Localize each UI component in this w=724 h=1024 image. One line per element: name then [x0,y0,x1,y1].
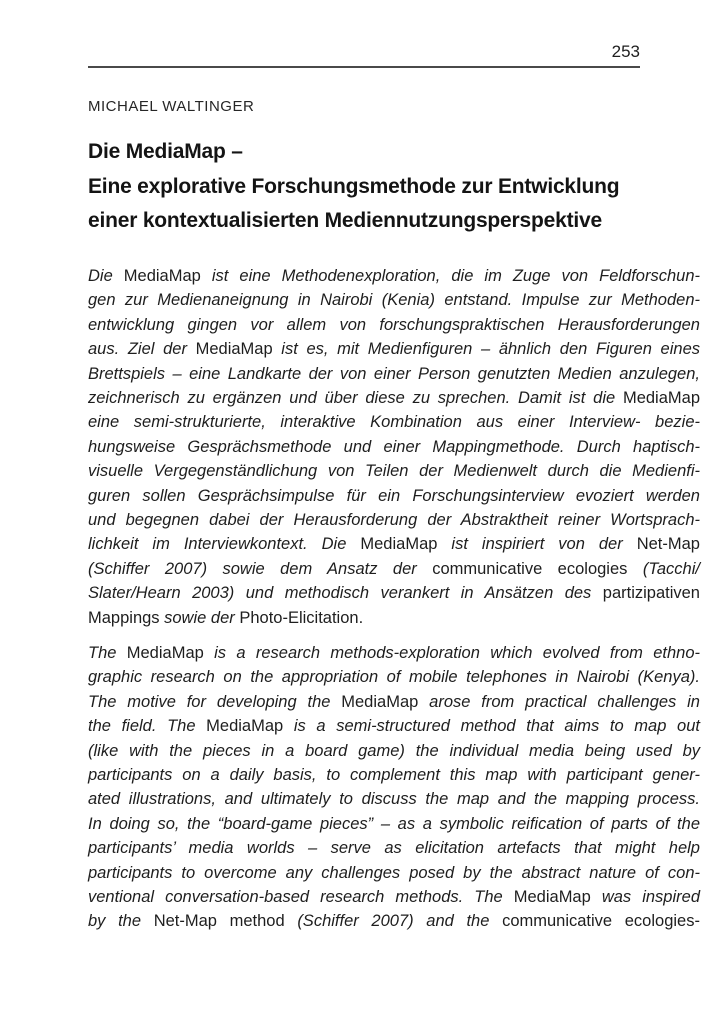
text-line: ated illustrations, and ultimately to discuss the map and the mapping process. [88,790,700,809]
text-line: The MediaMap is a research methods-exploration which evolved from ethno- [88,644,700,662]
text-line: the field. The MediaMap is a semi-structured method that aims to map out [88,717,700,736]
text-line: lichkeit im Interviewkontext. Die MediaMap ist inspiriert von der Net-Map [88,535,700,554]
text-line: (like with the pieces in a board game) the individual media being used by [88,741,700,760]
article-title-line-2: Eine explorative Forschungsmethode zur Entwicklung [88,174,620,198]
text-line: graphic research on the appropriation of mobile telephones in Nairobi (Kenya). [88,668,700,687]
text-line: In doing so, the “board-game pieces” – as a symbolic reification of parts of the [88,814,700,833]
text-line: Brettspiels – eine Landkarte der von einer Person genutzten Medien anzulegen, [88,364,700,383]
abstract-english [88,641,700,934]
text-line: gen zur Medienaneignung in Nairobi (Kenia) entstand. Impulse zur Methoden- [88,291,700,310]
text-line: visuelle Vergegenständlichung von Teilen der Medienwelt durch die Medienfi- [88,462,700,481]
text-line: Slater/Hearn 2003) und methodisch verankert in Ansätzen des partizipativen [88,584,700,603]
text-line: Mappings sowie der Photo-Elicitation. [88,608,364,627]
page-number: 253 [611,42,640,61]
text-line: zeichnerisch zu ergänzen und über diese zu sprechen. Damit ist die MediaMap [88,389,700,408]
text-line: eine semi-strukturierte, interaktive Kombination aus einer Interview- bezie- [88,413,700,432]
text-line: participants to overcome any challenges posed by the abstract nature of con- [88,863,700,882]
text-line: (Schiffer 2007) sowie dem Ansatz der communicative ecologies (Tacchi/ [88,559,700,578]
text-line: ventional conversation-based research methods. The MediaMap was inspired [88,888,700,907]
header-rule [88,66,640,68]
text-line: und begegnen dabei der Herausforderung der Abstraktheit reiner Wortsprach- [88,511,700,530]
article-title-line-1: Die MediaMap – [88,140,243,163]
article-title-line-3: einer kontextualisierten Mediennutzungsperspektive [88,209,602,232]
author-name: MICHAEL WALTINGER [88,98,255,115]
text-line: hungsweise Gesprächsmethode und einer Mappingmethode. Durch haptisch- [88,437,700,456]
text-line: by the Net-Map method (Schiffer 2007) and the communicative ecologies- [88,912,700,931]
text-line: The motive for developing the MediaMap arose from practical challenges in [88,692,700,711]
text-line: Die MediaMap ist eine Methodenexploration, die im Zuge von Feldforschun- [88,267,700,285]
text-line: participants’ media worlds – serve as elicitation artefacts that might help [88,839,700,858]
text-line: aus. Ziel der MediaMap ist es, mit Medienfiguren – ähnlich den Figuren eines [88,340,700,359]
abstract-german [88,264,700,630]
article-title [88,135,700,239]
text-line: entwicklung gingen vor allem von forschungspraktischen Herausforderungen [88,315,700,334]
text-line: guren sollen Gesprächsimpulse für ein Forschungsinterview evoziert werden [88,486,700,505]
text-line: participants on a daily basis, to complement this map with participant gener- [88,766,700,785]
